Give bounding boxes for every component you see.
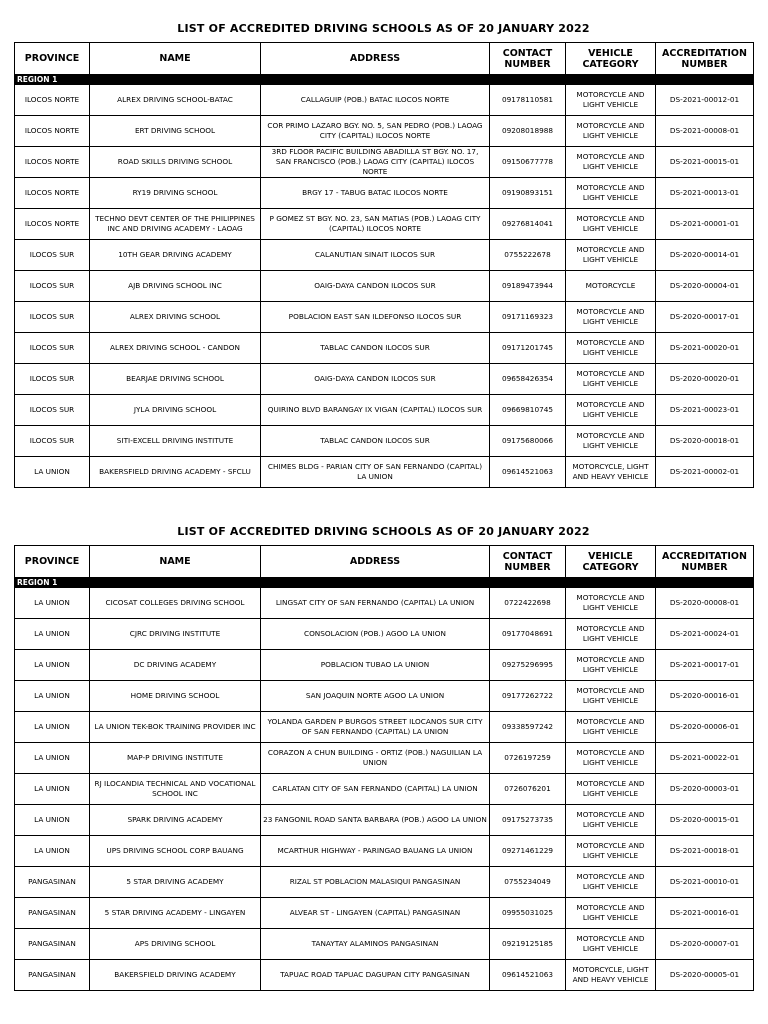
cell-category: MOTORCYCLE AND LIGHT VEHICLE [566, 650, 656, 681]
schools-table [14, 42, 754, 488]
cell-accreditation: DS-2021-00018-01 [656, 836, 754, 867]
cell-accreditation: DS-2020-00014-01 [656, 240, 754, 271]
cell-name: CICOSAT COLLEGES DRIVING SCHOOL [90, 588, 261, 619]
cell-address: CALANUTIAN SINAIT ILOCOS SUR [261, 240, 490, 271]
cell-category: MOTORCYCLE AND LIGHT VEHICLE [566, 619, 656, 650]
cell-category: MOTORCYCLE, LIGHT AND HEAVY VEHICLE [566, 457, 656, 488]
table-row [15, 619, 754, 650]
header-contact: CONTACT NUMBER [490, 546, 566, 578]
cell-province: ILOCOS SUR [15, 240, 90, 271]
cell-contact: 09275296995 [490, 650, 566, 681]
cell-category: MOTORCYCLE AND LIGHT VEHICLE [566, 147, 656, 178]
cell-province: ILOCOS SUR [15, 364, 90, 395]
cell-name: BAKERSFIELD DRIVING ACADEMY - SFCLU [90, 457, 261, 488]
cell-category: MOTORCYCLE AND LIGHT VEHICLE [566, 240, 656, 271]
cell-category: MOTORCYCLE AND LIGHT VEHICLE [566, 209, 656, 240]
cell-accreditation: DS-2021-00008-01 [656, 116, 754, 147]
cell-category: MOTORCYCLE AND LIGHT VEHICLE [566, 588, 656, 619]
cell-category: MOTORCYCLE AND LIGHT VEHICLE [566, 712, 656, 743]
cell-accreditation: DS-2020-00005-01 [656, 960, 754, 991]
cell-contact: 09175273735 [490, 805, 566, 836]
cell-name: TECHNO DEVT CENTER OF THE PHILIPPINES INC AND DRIVING ACADEMY - LAOAG [90, 209, 261, 240]
table-row [15, 395, 754, 426]
cell-contact: 09338597242 [490, 712, 566, 743]
table-row [15, 743, 754, 774]
cell-province: LA UNION [15, 712, 90, 743]
cell-name: AJB DRIVING SCHOOL INC [90, 271, 261, 302]
cell-contact: 09955031025 [490, 898, 566, 929]
cell-address: CHIMES BLDG - PARIAN CITY OF SAN FERNANDO (CAPITAL) LA UNION [261, 457, 490, 488]
cell-province: LA UNION [15, 805, 90, 836]
cell-contact: 09208018988 [490, 116, 566, 147]
cell-address: P GOMEZ ST BGY. NO. 23, SAN MATIAS (POB.) LAOAG CITY (CAPITAL) ILOCOS NORTE [261, 209, 490, 240]
cell-contact: 09271461229 [490, 836, 566, 867]
table-row [15, 929, 754, 960]
cell-accreditation: DS-2021-00013-01 [656, 178, 754, 209]
cell-province: ILOCOS SUR [15, 271, 90, 302]
cell-province: ILOCOS SUR [15, 426, 90, 457]
header-address: ADDRESS [261, 43, 490, 75]
cell-name: BAKERSFIELD DRIVING ACADEMY [90, 960, 261, 991]
cell-accreditation: DS-2020-00018-01 [656, 426, 754, 457]
region-row [15, 578, 754, 588]
cell-province: ILOCOS NORTE [15, 116, 90, 147]
cell-province: ILOCOS SUR [15, 395, 90, 426]
cell-accreditation: DS-2020-00015-01 [656, 805, 754, 836]
header-name: NAME [90, 546, 261, 578]
cell-category: MOTORCYCLE [566, 271, 656, 302]
cell-accreditation: DS-2021-00015-01 [656, 147, 754, 178]
region-row [15, 75, 754, 85]
cell-name: ERT DRIVING SCHOOL [90, 116, 261, 147]
cell-name: DC DRIVING ACADEMY [90, 650, 261, 681]
cell-category: MOTORCYCLE AND LIGHT VEHICLE [566, 85, 656, 116]
cell-category: MOTORCYCLE AND LIGHT VEHICLE [566, 395, 656, 426]
table-row [15, 898, 754, 929]
page-title: LIST OF ACCREDITED DRIVING SCHOOLS AS OF 20 JANUARY 2022 [177, 22, 590, 35]
table-row [15, 457, 754, 488]
header-contact: CONTACT NUMBER [490, 43, 566, 75]
cell-province: PANGASINAN [15, 929, 90, 960]
cell-contact: 09219125185 [490, 929, 566, 960]
cell-accreditation: DS-2020-00016-01 [656, 681, 754, 712]
cell-name: ALREX DRIVING SCHOOL - CANDON [90, 333, 261, 364]
table-row [15, 960, 754, 991]
cell-address: CALLAGUIP (POB.) BATAC ILOCOS NORTE [261, 85, 490, 116]
cell-name: SITI-EXCELL DRIVING INSTITUTE [90, 426, 261, 457]
table-row [15, 712, 754, 743]
cell-category: MOTORCYCLE AND LIGHT VEHICLE [566, 302, 656, 333]
cell-address: YOLANDA GARDEN P BURGOS STREET ILOCANOS SUR CITY OF SAN FERNANDO (CAPITAL) LA UNION [261, 712, 490, 743]
cell-accreditation: DS-2021-00020-01 [656, 333, 754, 364]
cell-accreditation: DS-2021-00010-01 [656, 867, 754, 898]
cell-address: 23 FANGONIL ROAD SANTA BARBARA (POB.) AGOO LA UNION [261, 805, 490, 836]
cell-contact: 09171169323 [490, 302, 566, 333]
cell-category: MOTORCYCLE AND LIGHT VEHICLE [566, 898, 656, 929]
cell-name: HOME DRIVING SCHOOL [90, 681, 261, 712]
cell-address: TAPUAC ROAD TAPUAC DAGUPAN CITY PANGASINAN [261, 960, 490, 991]
cell-province: PANGASINAN [15, 960, 90, 991]
cell-province: LA UNION [15, 743, 90, 774]
table-row [15, 774, 754, 805]
cell-accreditation: DS-2020-00017-01 [656, 302, 754, 333]
cell-province: LA UNION [15, 588, 90, 619]
cell-name: BEARJAE DRIVING SCHOOL [90, 364, 261, 395]
cell-contact: 09171201745 [490, 333, 566, 364]
cell-category: MOTORCYCLE AND LIGHT VEHICLE [566, 116, 656, 147]
cell-name: 5 STAR DRIVING ACADEMY [90, 867, 261, 898]
cell-accreditation: DS-2020-00004-01 [656, 271, 754, 302]
table-row [15, 302, 754, 333]
cell-name: LA UNION TEK-BOK TRAINING PROVIDER INC [90, 712, 261, 743]
cell-accreditation: DS-2021-00002-01 [656, 457, 754, 488]
cell-address: OAIG-DAYA CANDON ILOCOS SUR [261, 271, 490, 302]
table-row [15, 364, 754, 395]
header-category: VEHICLE CATEGORY [566, 43, 656, 75]
header-accreditation: ACCREDITATION NUMBER [656, 43, 754, 75]
schools-section-1 [14, 16, 753, 488]
cell-name: 10TH GEAR DRIVING ACADEMY [90, 240, 261, 271]
cell-name: APS DRIVING SCHOOL [90, 929, 261, 960]
cell-province: LA UNION [15, 619, 90, 650]
cell-accreditation: DS-2020-00020-01 [656, 364, 754, 395]
region-label: REGION 1 [15, 75, 754, 85]
header-category: VEHICLE CATEGORY [566, 546, 656, 578]
cell-province: ILOCOS NORTE [15, 147, 90, 178]
cell-province: PANGASINAN [15, 898, 90, 929]
cell-contact: 09178110581 [490, 85, 566, 116]
cell-address: TANAYTAY ALAMINOS PANGASINAN [261, 929, 490, 960]
cell-province: ILOCOS NORTE [15, 209, 90, 240]
cell-category: MOTORCYCLE AND LIGHT VEHICLE [566, 805, 656, 836]
cell-accreditation: DS-2020-00008-01 [656, 588, 754, 619]
cell-province: ILOCOS NORTE [15, 178, 90, 209]
header-province: PROVINCE [15, 546, 90, 578]
cell-province: LA UNION [15, 774, 90, 805]
cell-category: MOTORCYCLE AND LIGHT VEHICLE [566, 426, 656, 457]
cell-province: LA UNION [15, 836, 90, 867]
cell-contact: 09669810745 [490, 395, 566, 426]
table-row [15, 588, 754, 619]
cell-accreditation: DS-2020-00007-01 [656, 929, 754, 960]
cell-category: MOTORCYCLE, LIGHT AND HEAVY VEHICLE [566, 960, 656, 991]
cell-category: MOTORCYCLE AND LIGHT VEHICLE [566, 867, 656, 898]
cell-address: CONSOLACION (POB.) AGOO LA UNION [261, 619, 490, 650]
cell-category: MOTORCYCLE AND LIGHT VEHICLE [566, 681, 656, 712]
cell-contact: 0722422698 [490, 588, 566, 619]
cell-accreditation: DS-2021-00012-01 [656, 85, 754, 116]
cell-category: MOTORCYCLE AND LIGHT VEHICLE [566, 836, 656, 867]
cell-name: CJRC DRIVING INSTITUTE [90, 619, 261, 650]
cell-accreditation: DS-2021-00022-01 [656, 743, 754, 774]
cell-category: MOTORCYCLE AND LIGHT VEHICLE [566, 333, 656, 364]
header-address: ADDRESS [261, 546, 490, 578]
table-row [15, 178, 754, 209]
cell-accreditation: DS-2021-00023-01 [656, 395, 754, 426]
cell-province: PANGASINAN [15, 867, 90, 898]
table-row [15, 209, 754, 240]
schools-table [14, 545, 754, 991]
table-row [15, 116, 754, 147]
cell-address: MCARTHUR HIGHWAY - PARINGAO BAUANG LA UNION [261, 836, 490, 867]
cell-name: RY19 DRIVING SCHOOL [90, 178, 261, 209]
cell-contact: 09190893151 [490, 178, 566, 209]
table-row [15, 805, 754, 836]
cell-contact: 09614521063 [490, 960, 566, 991]
cell-accreditation: DS-2021-00024-01 [656, 619, 754, 650]
cell-address: BRGY 17 - TABUG BATAC ILOCOS NORTE [261, 178, 490, 209]
header-row [15, 546, 754, 578]
table-row [15, 867, 754, 898]
cell-contact: 0726076201 [490, 774, 566, 805]
cell-category: MOTORCYCLE AND LIGHT VEHICLE [566, 774, 656, 805]
table-row [15, 333, 754, 364]
cell-accreditation: DS-2020-00006-01 [656, 712, 754, 743]
cell-contact: 09276814041 [490, 209, 566, 240]
cell-contact: 09177048691 [490, 619, 566, 650]
cell-province: LA UNION [15, 681, 90, 712]
cell-contact: 0755222678 [490, 240, 566, 271]
cell-address: ALVEAR ST - LINGAYEN (CAPITAL) PANGASINAN [261, 898, 490, 929]
table-body [15, 578, 754, 991]
table-row [15, 271, 754, 302]
cell-contact: 09175680066 [490, 426, 566, 457]
header-row [15, 43, 754, 75]
header-name: NAME [90, 43, 261, 75]
table-row [15, 650, 754, 681]
cell-address: 3RD FLOOR PACIFIC BUILDING ABADILLA ST BGY. NO. 17, SAN FRANCISCO (POB.) LAOAG CITY (CAPITAL) ILOCOS NORTE [261, 147, 490, 178]
schools-section-2 [14, 519, 753, 991]
table-row [15, 681, 754, 712]
cell-category: MOTORCYCLE AND LIGHT VEHICLE [566, 743, 656, 774]
cell-name: ALREX DRIVING SCHOOL-BATAC [90, 85, 261, 116]
cell-contact: 0726197259 [490, 743, 566, 774]
cell-accreditation: DS-2021-00001-01 [656, 209, 754, 240]
cell-name: ALREX DRIVING SCHOOL [90, 302, 261, 333]
cell-province: ILOCOS NORTE [15, 85, 90, 116]
cell-contact: 09189473944 [490, 271, 566, 302]
header-accreditation: ACCREDITATION NUMBER [656, 546, 754, 578]
cell-address: CARLATAN CITY OF SAN FERNANDO (CAPITAL) LA UNION [261, 774, 490, 805]
cell-name: JYLA DRIVING SCHOOL [90, 395, 261, 426]
cell-address: TABLAC CANDON ILOCOS SUR [261, 426, 490, 457]
table-row [15, 240, 754, 271]
cell-address: LINGSAT CITY OF SAN FERNANDO (CAPITAL) LA UNION [261, 588, 490, 619]
table-row [15, 85, 754, 116]
cell-name: ROAD SKILLS DRIVING SCHOOL [90, 147, 261, 178]
cell-category: MOTORCYCLE AND LIGHT VEHICLE [566, 929, 656, 960]
cell-address: POBLACION EAST SAN ILDEFONSO ILOCOS SUR [261, 302, 490, 333]
cell-province: ILOCOS SUR [15, 333, 90, 364]
cell-accreditation: DS-2021-00016-01 [656, 898, 754, 929]
cell-name: 5 STAR DRIVING ACADEMY - LINGAYEN [90, 898, 261, 929]
cell-address: POBLACION TUBAO LA UNION [261, 650, 490, 681]
cell-contact: 0755234049 [490, 867, 566, 898]
table-row [15, 836, 754, 867]
header-province: PROVINCE [15, 43, 90, 75]
cell-address: TABLAC CANDON ILOCOS SUR [261, 333, 490, 364]
cell-category: MOTORCYCLE AND LIGHT VEHICLE [566, 178, 656, 209]
region-label: REGION 1 [15, 578, 754, 588]
cell-name: MAP-P DRIVING INSTITUTE [90, 743, 261, 774]
cell-address: RIZAL ST POBLACION MALASIQUI PANGASINAN [261, 867, 490, 898]
table-row [15, 426, 754, 457]
cell-contact: 09614521063 [490, 457, 566, 488]
cell-category: MOTORCYCLE AND LIGHT VEHICLE [566, 364, 656, 395]
cell-address: COR PRIMO LAZARO BGY. NO. 5, SAN PEDRO (POB.) LAOAG CITY (CAPITAL) ILOCOS NORTE [261, 116, 490, 147]
cell-accreditation: DS-2020-00003-01 [656, 774, 754, 805]
cell-contact: 09150677778 [490, 147, 566, 178]
cell-address: QUIRINO BLVD BARANGAY IX VIGAN (CAPITAL) ILOCOS SUR [261, 395, 490, 426]
cell-address: CORAZON A CHUN BUILDING - ORTIZ (POB.) NAGUILIAN LA UNION [261, 743, 490, 774]
cell-address: OAIG-DAYA CANDON ILOCOS SUR [261, 364, 490, 395]
cell-name: SPARK DRIVING ACADEMY [90, 805, 261, 836]
cell-name: RJ ILOCANDIA TECHNICAL AND VOCATIONAL SCHOOL INC [90, 774, 261, 805]
cell-name: UPS DRIVING SCHOOL CORP BAUANG [90, 836, 261, 867]
table-row [15, 147, 754, 178]
cell-province: LA UNION [15, 650, 90, 681]
cell-province: ILOCOS SUR [15, 302, 90, 333]
cell-contact: 09658426354 [490, 364, 566, 395]
cell-province: LA UNION [15, 457, 90, 488]
cell-accreditation: DS-2021-00017-01 [656, 650, 754, 681]
cell-address: SAN JOAQUIN NORTE AGOO LA UNION [261, 681, 490, 712]
page-title: LIST OF ACCREDITED DRIVING SCHOOLS AS OF 20 JANUARY 2022 [177, 525, 590, 538]
cell-contact: 09177262722 [490, 681, 566, 712]
table-body [15, 75, 754, 488]
